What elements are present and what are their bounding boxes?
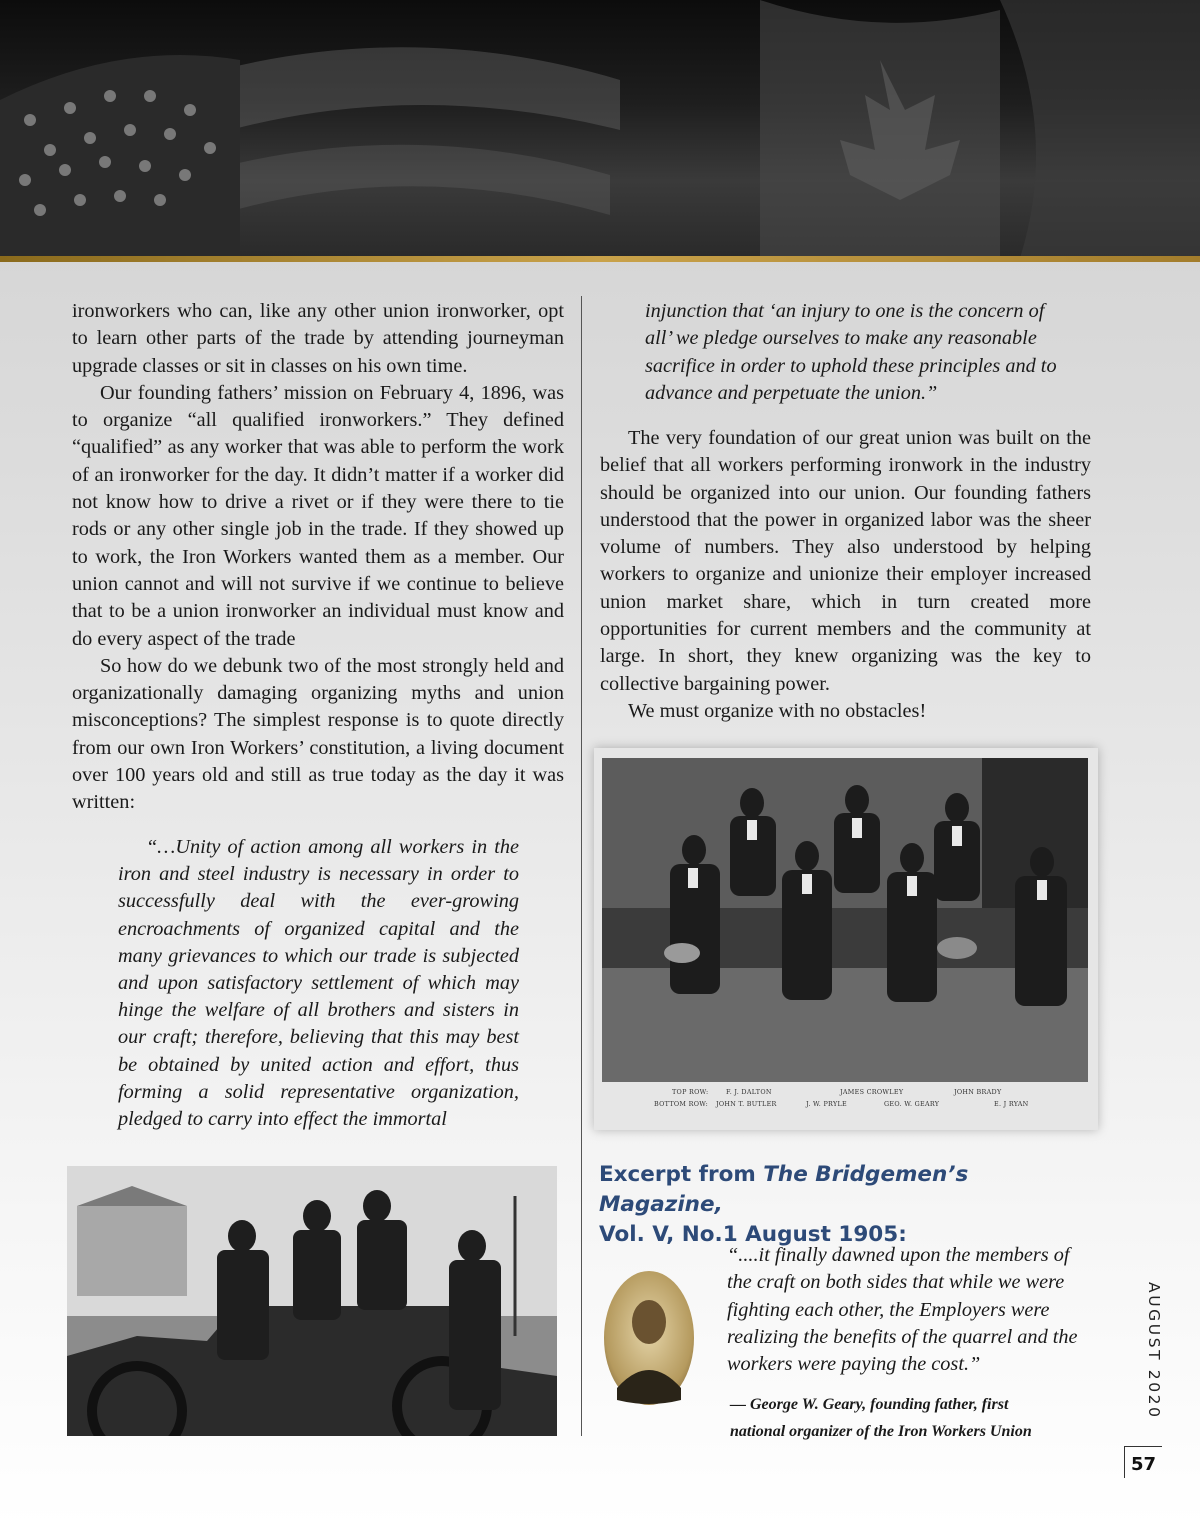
group-photo-image <box>602 758 1088 1082</box>
caption-name: GEO. W. GEARY <box>884 1100 940 1108</box>
excerpt-magazine-title: The Bridgemen’s Magazine, <box>599 1162 969 1217</box>
caption-label: TOP ROW: <box>672 1088 709 1096</box>
page-number-rule <box>1124 1446 1162 1447</box>
body-paragraph: The very foundation of our great union was built on the belief that all workers performing ironwork in the industry should be organized into our union. Our founding fathers understood that the power in organized labor was the sheer volume of numbers. They also understood by helping workers to organize and unionize their employer increased union market share, which in turn created more opportunities for current members and the community at large. In short, they knew organizing was the key to collective bargaining power. <box>600 427 1091 695</box>
constitution-quote-part2 <box>645 298 1065 407</box>
page-number-rule <box>1124 1446 1125 1478</box>
attribution-line: — George W. Geary, founding father, first <box>730 1396 1009 1413</box>
geary-attribution <box>730 1391 1095 1445</box>
vintage-car-photo <box>67 1166 557 1436</box>
caption-name: J. W. PRYLE <box>806 1100 847 1108</box>
caption-name: F. J. DALTON <box>726 1088 772 1096</box>
founders-group-photo <box>594 748 1098 1130</box>
issue-date-text: AUGUST 2020 <box>1145 1282 1163 1420</box>
excerpt-heading-line1 <box>599 1160 1099 1220</box>
flags-illustration <box>0 0 1200 258</box>
body-paragraph: Our founding fathers’ mission on February 4, 1896, was to organize “all qualified ironworkers.” They defined “qualified” as any worker that was able to perform the work of an ironworker for the day. It didn’t matter if a worker did not know how to drive a rivet or if they were there to tie rods or any other single job in the trade. If they showed up to work, the Iron Workers wanted them as a member. Our union cannot and will not survive if we continue to believe that to be a union ironworker an individual must know and do every aspect of the trade <box>72 381 564 650</box>
excerpt-heading <box>599 1160 1099 1250</box>
caption-label: BOTTOM ROW: <box>654 1100 709 1108</box>
caption-name: JOHN T. BUTLER <box>716 1100 777 1108</box>
constitution-quote-part1 <box>118 834 519 1133</box>
caption-name: E. J RYAN <box>994 1100 1029 1108</box>
quote-text: “…Unity of action among all workers in the iron and steel industry is necessary in order to successfully deal with the ever-growing encroachments of organized capital and the many grievances to which our trade is subjected and upon satisfactory settlement of which may hinge the welfare of all brothers and sisters in our craft; therefore, believing that this may best be obtained by united action and effort, thus forming a solid representative organization, pledged to carry into effect the immortal <box>118 836 519 1131</box>
attribution-line: national organizer of the Iron Workers Union <box>730 1423 1032 1440</box>
body-paragraph: ironworkers who can, like any other union ironworker, opt to learn other parts of the trade by attending journeyman upgrade classes or sit in classes on his own time. <box>72 300 564 377</box>
right-column-body <box>600 425 1091 725</box>
geary-portrait <box>603 1270 695 1406</box>
body-paragraph: So how do we debunk two of the most strongly held and organizationally damaging organizing myths and union misconceptions? The simplest response is to quote directly from our own Iron Workers’ constitution, a living document over 100 years old and still as true today as the day it was written: <box>72 654 564 814</box>
quote-text: injunction that ‘an injury to one is the concern of all’ we pledge ourselves to make any reasonable sacrifice in order to uphold these principles and to advance and perpetuate the union.” <box>645 300 1057 404</box>
geary-quote <box>727 1242 1092 1378</box>
excerpt-heading-prefix: Excerpt from <box>599 1162 764 1187</box>
excerpt-heading-line2: Vol. V, No.1 August 1905: <box>599 1222 907 1247</box>
column-divider <box>581 296 582 1436</box>
body-paragraph: We must organize with no obstacles! <box>628 699 927 722</box>
page-number: 57 <box>1131 1454 1157 1475</box>
header-flags-banner <box>0 0 1200 258</box>
left-column-body <box>72 298 564 817</box>
caption-name: JOHN BRADY <box>954 1088 1002 1096</box>
header-gold-rule <box>0 256 1200 262</box>
caption-name: JAMES CROWLEY <box>840 1088 904 1096</box>
issue-date-vertical <box>1143 1282 1163 1422</box>
quote-text: “....it finally dawned upon the members of the craft on both sides that while we were fighting each other, the Employers were realizing the benefits of the quarrel and the workers were paying the cost.” <box>727 1244 1078 1376</box>
